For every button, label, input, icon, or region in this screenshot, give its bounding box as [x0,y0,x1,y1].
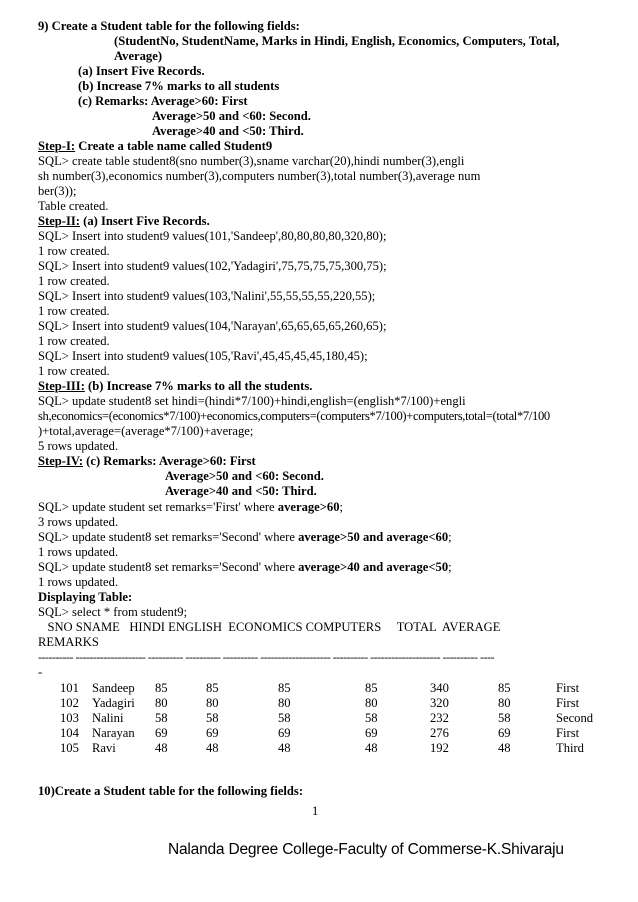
display-heading: Displaying Table: [38,590,133,604]
step-2-line: 1 row created. [38,364,110,378]
step-2-line: SQL> Insert into student9 values(105,'Ravi',45,45,45,45,180,45); [38,349,368,363]
step-3-sql-line-3: )+total,average=(average*7/100)+average; [38,424,254,438]
result-header-line-1: SNO SNAME HINDI ENGLISH ECONOMICS COMPUTERS TOTAL AVERAGE [38,620,501,634]
table-cell: 58 [498,711,511,725]
table-cell: 85 [206,681,219,695]
table-cell: 101 [60,681,79,695]
table-cell: 48 [206,741,219,755]
step-4-update-3 [38,560,452,575]
table-cell: 58 [365,711,378,725]
table-cell: 320 [430,696,449,710]
table-cell: 276 [430,726,449,740]
table-cell: 48 [365,741,378,755]
step-4-update-2 [38,530,452,545]
step-3-result: 5 rows updated. [38,439,119,453]
table-cell: Second [556,711,594,725]
update-1-sql: SQL> update student set remarks='First' where [38,500,278,514]
table-cell: 69 [365,726,378,740]
step-1-heading [38,139,272,154]
step-2-text: (a) Insert Five Records. [79,214,210,228]
question-9-part-a: (a) Insert Five Records. [78,64,205,78]
table-cell: 48 [498,741,511,755]
table-cell: 58 [278,711,291,725]
display-sql: SQL> select * from student9; [38,605,188,619]
table-cell: Narayan [92,726,135,740]
step-3-sql-line-2: sh,economics=(economics*7/100)+economics,computers=(computers*7/100)+computers,total=(total*7/100 [38,409,550,423]
step-4-label: Step-IV: [38,454,84,468]
step-2-heading [38,214,210,229]
step-3-label: Step-III: [38,379,85,393]
table-cell: 69 [278,726,291,740]
table-cell: 85 [498,681,511,695]
table-cell: First [556,726,580,740]
table-cell: Yadagiri [92,696,135,710]
update-1-end: ; [339,500,344,514]
table-cell: First [556,696,580,710]
table-cell: 80 [206,696,219,710]
table-cell: 48 [278,741,291,755]
step-4-update-1 [38,500,343,515]
update-3-end: ; [448,560,452,574]
table-cell: 192 [430,741,449,755]
step-1-label: Step-I: [38,139,76,153]
table-cell: 85 [365,681,378,695]
table-cell: 48 [155,741,168,755]
step-3-heading [38,379,312,394]
table-cell: 340 [430,681,449,695]
step-2-line: SQL> Insert into student9 values(104,'Narayan',65,65,65,65,260,65); [38,319,387,333]
table-cell: Third [556,741,584,755]
table-cell: Ravi [92,741,116,755]
step-2-line: 1 row created. [38,244,110,258]
table-cell: 102 [60,696,79,710]
step-2-line: SQL> Insert into student9 values(102,'Yadagiri',75,75,75,75,300,75); [38,259,387,273]
question-9-part-c-rule-2: Average>50 and <60: Second. [152,109,311,123]
update-3-sql: SQL> update student8 set remarks='Second' where [38,560,299,574]
table-cell: Nalini [92,711,124,725]
question-9-part-c: (c) Remarks: Average>60: First [78,94,248,108]
table-cell: 58 [155,711,168,725]
step-3-text: (b) Increase 7% marks to all the students. [84,379,313,393]
question-9-part-c-rule-3: Average>40 and <50: Third. [152,124,304,138]
step-4-text: (c) Remarks: Average>60: First [83,454,256,468]
table-cell: 105 [60,741,79,755]
update-3-condition: average>40 and average<50 [298,560,449,574]
question-9-fields-line-1: (StudentNo, StudentName, Marks in Hindi, English, Economics, Computers, Total, [114,34,560,48]
table-cell: 69 [498,726,511,740]
step-1-sql-line-3: ber(3)); [38,184,77,198]
step-4-heading [38,454,256,469]
update-2-condition: average>50 and average<60 [298,530,449,544]
step-4-rule-3: Average>40 and <50: Third. [165,484,317,498]
step-3-sql-line-1: SQL> update student8 set hindi=(hindi*7/100)+hindi,english=(english*7/100)+engli [38,394,466,408]
table-cell: 104 [60,726,79,740]
table-cell: First [556,681,580,695]
step-4-update-2-result: 1 rows updated. [38,545,119,559]
table-cell: 232 [430,711,449,725]
question-9-fields-line-2: Average) [114,49,163,63]
step-1-sql-line-2: sh number(3),economics number(3),computers number(3),total number(3),average num [38,169,481,183]
table-cell: 69 [206,726,219,740]
question-10-title: 10)Create a Student table for the following fields: [38,784,304,798]
step-4-update-3-result: 1 rows updated. [38,575,119,589]
step-2-line: 1 row created. [38,274,110,288]
table-cell: 85 [278,681,291,695]
step-2-line: SQL> Insert into student9 values(101,'Sandeep',80,80,80,80,320,80); [38,229,387,243]
step-1-text: Create a table name called Student9 [75,139,273,153]
table-cell: 85 [155,681,168,695]
table-cell: 58 [206,711,219,725]
page-footer: Nalanda Degree College-Faculty of Commerse-K.Shivaraju [168,841,564,858]
step-1-result: Table created. [38,199,109,213]
step-2-line: 1 row created. [38,334,110,348]
question-9-title: 9) Create a Student table for the following fields: [38,19,300,33]
table-cell: 103 [60,711,79,725]
step-2-label: Step-II: [38,214,80,228]
table-cell: 80 [365,696,378,710]
step-4-rule-2: Average>50 and <60: Second. [165,469,324,483]
table-cell: 80 [278,696,291,710]
update-2-end: ; [448,530,452,544]
table-cell: 80 [155,696,168,710]
update-1-condition: average>60 [277,500,340,514]
step-2-line: SQL> Insert into student9 values(103,'Nalini',55,55,55,55,220,55); [38,289,376,303]
table-cell: Sandeep [92,681,135,695]
result-header-divider: ---------- -------------------- ---------- ---------- ---------- -------------------- ---------- -------------------- ---------- ---- [38,650,495,664]
table-cell: 80 [498,696,511,710]
result-header-divider-tail: - [38,665,43,679]
step-4-update-1-result: 3 rows updated. [38,515,119,529]
update-2-sql: SQL> update student8 set remarks='Second' where [38,530,299,544]
question-9-part-b: (b) Increase 7% marks to all students [78,79,280,93]
page-number: 1 [312,804,319,818]
step-1-sql-line-1: SQL> create table student8(sno number(3),sname varchar(20),hindi number(3),engli [38,154,465,168]
result-header-line-2: REMARKS [38,635,99,649]
table-cell: 69 [155,726,168,740]
step-2-line: 1 row created. [38,304,110,318]
